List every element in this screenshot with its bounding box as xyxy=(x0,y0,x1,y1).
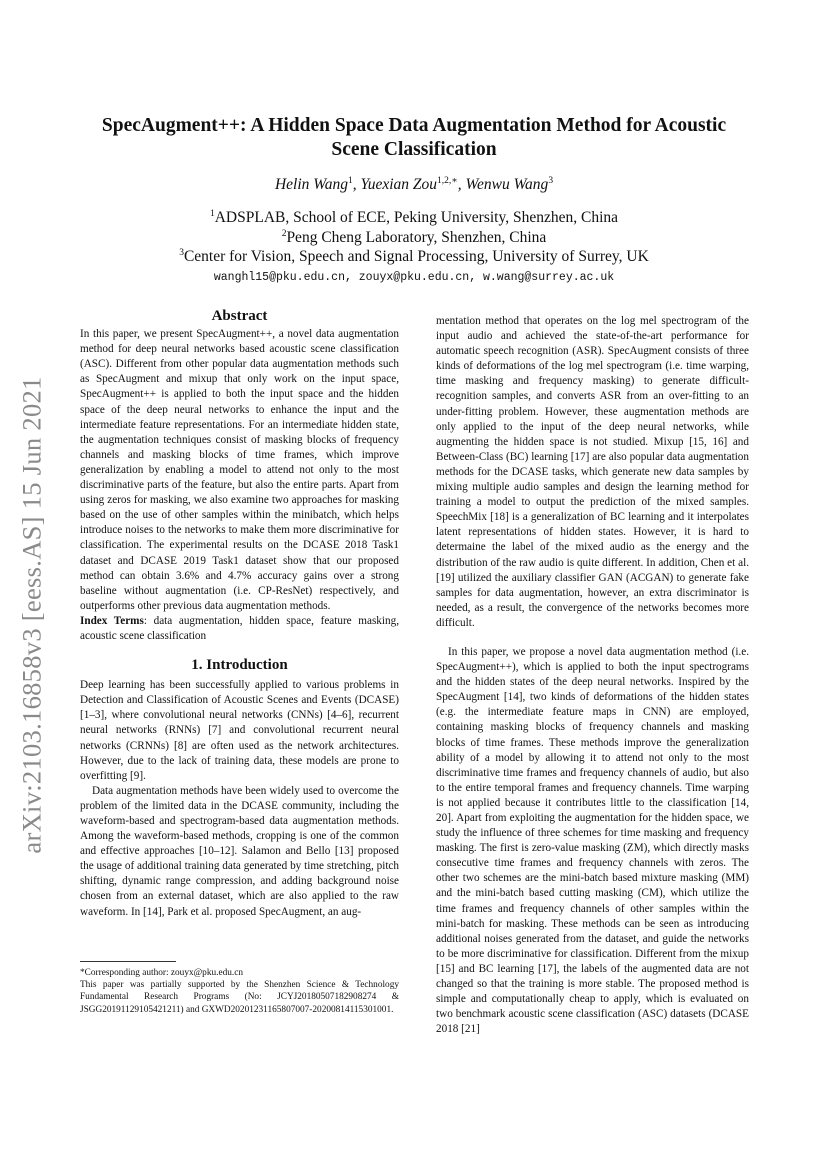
right-paragraph-1: mentation method that operates on the log mel spectrogram of the input audio and achieved the state-of-the-art performance for automatic speech recognition (ASR). SpecAugment consists of three kinds of deformations of the log mel spectrogram (i.e. time warping, time masking and frequency masking) to generate difficult-recognition samples, and converts ASR from an over-fitting to an under-fitting problem. However, these augmentation methods are only applied to the input of the deep neural networks, while augmenting the hidden space is not studied. Mixup [15, 16] and Between-Class (BC) learning [17] are also popular data augmentation methods for the DCASE tasks, which generate new data samples by mixing multiple audio samples and design the learning method for training a model to output the prediction of the mixed samples. SpeechMix [18] is a generalization of BC learning and it interpolates latent representations of hidden states. However, it is hard to determaine the label of the mixed audio as the energy and the distribution of the raw audio is quite different. In addition, Chen et al. [19] utilized the auxiliary classifier GAN (ACGAN) to generate fake samples for data augmentation, however, an extra discriminator is needed, as a result, the convergence of the networks becomes more difficult. xyxy=(436,315,749,629)
author-1: Helin Wang xyxy=(274,176,348,194)
affiliation-3-sup: 3 xyxy=(179,248,184,258)
arxiv-sidebar xyxy=(14,360,50,870)
paper-title xyxy=(80,114,748,162)
email-list: wanghl15@pku.edu.cn, zouyx@pku.edu.cn, w.wang@surrey.ac.uk xyxy=(213,271,615,284)
author-sep-1: , xyxy=(352,176,361,194)
author-3: Wenwu Wang xyxy=(465,176,549,194)
left-column xyxy=(80,309,399,920)
affiliation-2-text: Peng Cheng Laboratory, Shenzhen, China xyxy=(286,229,547,247)
footnote-funding: This paper was partially supported by the Shenzhen Science & Technology Fundamental Research Programs (No: JCYJ20180507182908274 & JSGG20191129105421211) and GXWD20201231165807007-20200814115301001. xyxy=(80,980,399,1015)
affiliation-1-sup: 1 xyxy=(209,209,215,219)
introduction-heading: 1. Introduction xyxy=(191,657,288,674)
index-terms-text: : data augmentation, hidden space, feature masking, acoustic scene classification xyxy=(80,614,399,642)
title-line-2: Scene Classification xyxy=(331,139,497,160)
title-line-1: SpecAugment++: A Hidden Space Data Augmentation Method for Acoustic xyxy=(101,115,727,136)
right-paragraph-2: In this paper, we propose a novel data augmentation method (i.e. SpecAugment++), which is applied to both the input spectrograms and the hidden states of the deep neural networks. Inspired by the SpecAugment [14], two kinds of deformations of the hidden states (e.g. the intermediate feature maps in CNN) are employed, containing masking blocks of frequency channels and masking blocks of time frames. These methods improve the generalization ability of a model by allowing it to attend not only to the most discriminative time frames and frequency channels of audio, but also to the entire temporal frames and frequency channels. Time warping is not applied because it contributes little to the classification [14, 20]. Apart from exploiting the augmentation for the hidden space, we study the influence of three schemes for time masking and frequency masking. The first is zero-value masking (ZM), which directly masks consecutive time frames and frequency channels with zeros. The other two schemes are the mini-batch based mixture masking (MM) and the mini-batch based cutting masking (CM), which utilize the time frames and frequency channels of other samples within the mini-batch for masking. These methods can be seen as introducing additional noises generated from the dataset, and guide the networks to be more discriminative for classification. Different from the mixup [15] and BC learning [17], the labels of the augmented data are not changed so that the training is more stable. The proposed method is simple and computationally cheap to apply, which is evaluated on two benchmark acoustic scene classification (ASC) datasets (DCASE 2018 [21] xyxy=(436,645,749,1036)
right-column xyxy=(436,314,749,1037)
footnote-rule xyxy=(80,961,176,962)
abstract-text: In this paper, we present SpecAugment++, a novel data augmentation method for deep neural networks based acoustic scene classification (ASC). Different from other popular data augmentation methods such as SpecAugment and mixup that only work on the input space, SpecAugment++ is applied to both the input space and the hidden space of the deep neural networks to enhance the input and the intermediate feature representations. For an intermediate hidden state, the augmentation techniques consist of masking blocks of frequency channels and masking blocks of time frames, which improve generalization by enabling a model to attend not only to the most discriminative parts of the feature, but also the entire parts. Apart from using zeros for masking, we also examine two approaches for masking based on the use of other samples within the minibatch, which helps introduce noises to the networks to make them more discriminative for classification. The experimental results on the DCASE 2018 Task1 dataset and DCASE 2019 Task1 dataset show that our proposed method can obtain 3.6% and 4.7% accuracy gains over a strong baseline without augmentation (i.e. CP-ResNet) respectively, and outperforms other previous data augmentation methods. xyxy=(80,328,399,612)
author-sep-2: , xyxy=(457,176,466,194)
affiliation-1 xyxy=(80,209,748,227)
author-list xyxy=(80,175,748,194)
author-3-sup: 3 xyxy=(548,176,554,186)
affiliation-2-sup: 2 xyxy=(281,229,287,239)
abstract-heading: Abstract xyxy=(211,308,268,324)
index-terms xyxy=(80,614,399,644)
arxiv-id: arXiv:2103.16858v3 [eess.AS] 15 Jun 2021 xyxy=(16,376,47,854)
footnotes xyxy=(80,967,399,1016)
intro-paragraph-2: Data augmentation methods have been widely used to overcome the problem of the limited data in the DCASE community, including the waveform-based and spectrogram-based data augmentation methods. Among the waveform-based methods, cropping is one of the common and effective approaches [10–12]. Salamon and Bello [13] proposed the usage of additional training data generated by time stretching, pitch shifting, dynamic range compression, and adding background noise chosen from an external dataset, which are also applied to the raw waveform. In [14], Park et al. proposed SpecAugment, an aug- xyxy=(80,784,399,918)
author-2-sup: 1,2,∗ xyxy=(437,176,458,186)
affiliation-3 xyxy=(80,248,748,266)
intro-paragraph-1: Deep learning has been successfully applied to various problems in Detection and Classification of Acoustic Scenes and Events (DCASE) [1–3], where convolutional neural networks (CNNs) [4–6], recurrent neural networks (RNNs) [7] and convolutional recurrent neural networks (CRNNs) [8] are often used as the network architectures. However, due to the lack of training data, these models are prone to overfitting [9]. xyxy=(80,679,399,782)
author-1-sup: 1 xyxy=(348,176,353,186)
affiliation-1-text: ADSPLAB, School of ECE, Peking University, Shenzhen, China xyxy=(214,209,618,227)
affiliation-2 xyxy=(80,229,748,247)
affiliation-3-text: Center for Vision, Speech and Signal Processing, University of Surrey, UK xyxy=(183,248,649,266)
author-2: Yuexian Zou xyxy=(360,176,438,194)
footnote-corresponding: *Corresponding author: zouyx@pku.edu.cn xyxy=(80,968,243,978)
index-terms-label: Index Terms xyxy=(80,614,144,627)
